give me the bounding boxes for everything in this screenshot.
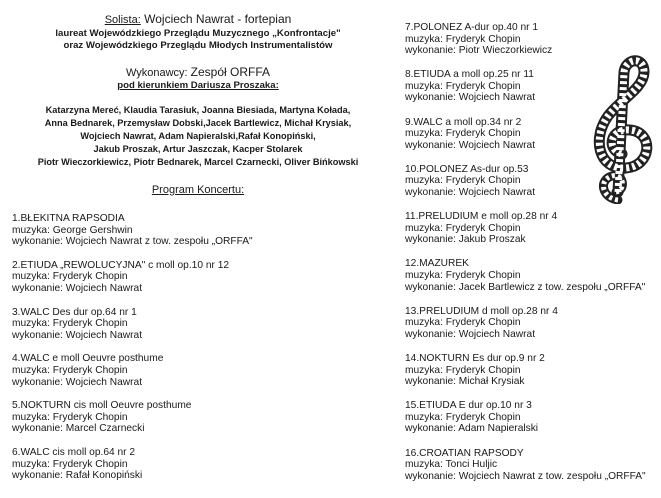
item-title: 9.WALC a moll op.34 nr 2	[405, 116, 522, 128]
program-item	[405, 211, 655, 246]
item-composer: muzyka: Tonci Huljic	[405, 459, 498, 471]
program-title: Program Koncertu:	[151, 184, 245, 196]
item-title: 14.NOKTURN Es dur op.9 nr 2	[405, 352, 545, 364]
left-column	[12, 12, 384, 494]
item-performer: wykonanie: Wojciech Nawrat	[405, 187, 536, 199]
item-composer: muzyka: Fryderyk Chopin	[405, 175, 521, 187]
laureat-line-1: laureat Wojewódzkiego Przeglądu Muzycznego „Konfrontacje"	[55, 28, 341, 39]
item-title: 5.NOKTURN cis moll Oeuvre posthume	[12, 400, 192, 412]
item-title: 11.PRELUDIUM e moll op.28 nr 4	[405, 211, 558, 223]
members-line: Piotr Wieczorkiewicz, Piotr Bednarek, Marcel Czarnecki, Oliver Bińkowski	[37, 157, 359, 167]
item-composer: muzyka: Fryderyk Chopin	[405, 33, 521, 45]
program-item	[12, 213, 384, 248]
item-performer: wykonanie: Wojciech Nawrat	[12, 329, 143, 341]
members-line: Katarzyna Mereć, Klaudia Tarasiuk, Joanna Biesiada, Martyna Kołada,	[45, 105, 351, 115]
item-performer: wykonanie: Adam Napieralski	[405, 423, 539, 435]
item-title: 13.PRELUDIUM d moll op.28 nr 4	[405, 305, 558, 317]
soloist-label: Solista:	[104, 14, 141, 26]
program-item	[12, 307, 384, 342]
item-performer: wykonanie: Rafał Konopiński	[12, 470, 143, 482]
program-item	[405, 258, 655, 293]
program-item	[405, 353, 655, 388]
item-title: 7.POLONEZ A-dur op.40 nr 1	[405, 22, 539, 33]
item-title: 3.WALC Des dur op.64 nr 1	[12, 306, 137, 318]
program-item	[405, 400, 655, 435]
performers-line	[12, 65, 384, 80]
item-performer: wykonanie: Wojciech Nawrat z tow. zespołu „ORFFA"	[12, 236, 253, 248]
item-composer: muzyka: Fryderyk Chopin	[12, 364, 128, 376]
item-performer: wykonanie: Wojciech Nawrat z tow. zespołu „ORFFA"	[405, 470, 646, 482]
item-composer: muzyka: Fryderyk Chopin	[12, 411, 128, 423]
item-performer: wykonanie: Wojciech Nawrat	[12, 282, 143, 294]
item-composer: muzyka: Fryderyk Chopin	[12, 318, 128, 330]
item-composer: muzyka: Fryderyk Chopin	[405, 364, 521, 376]
soloist-name: Wojciech Nawrat - fortepian	[144, 12, 292, 26]
item-title: 16.CROATIAN RAPSODY	[405, 447, 524, 459]
item-performer: wykonanie: Piotr Wieczorkiewicz	[405, 45, 553, 57]
conductor-line: pod kierunkiem Dariusza Proszaka:	[117, 80, 279, 91]
program-item	[12, 353, 384, 388]
soloist-line	[12, 12, 384, 28]
item-title: 12.MAZUREK	[405, 258, 469, 270]
item-title: 6.WALC cis moll op.64 nr 2	[12, 446, 136, 458]
performers-label: Wykonawcy:	[125, 67, 188, 79]
program-item	[405, 448, 655, 483]
item-composer: muzyka: Fryderyk Chopin	[405, 80, 521, 92]
members-line: Anna Bednarek, Przemysław Dobski,Jacek Bartlewicz, Michał Krysiak,	[44, 118, 352, 128]
item-performer: wykonanie: Marcel Czarnecki	[12, 423, 145, 435]
item-title: 2.ETIUDA „REWOLUCYJNA" c moll op.10 nr 12	[12, 259, 230, 271]
item-performer: wykonanie: Wojciech Nawrat	[12, 376, 143, 388]
program-item	[12, 447, 384, 482]
item-title: 1.BŁEKITNA RAPSODIA	[12, 213, 125, 224]
members-list	[12, 104, 384, 169]
item-composer: muzyka: Fryderyk Chopin	[12, 271, 128, 283]
item-performer: wykonanie: Jacek Bartlewicz z tow. zespołu „ORFFA"	[405, 281, 646, 293]
members-line: Wojciech Nawrat, Adam Napieralski,Rafał Konopiński,	[80, 131, 316, 141]
item-title: 15.ETIUDA E dur op.10 nr 3	[405, 400, 532, 412]
item-performer: wykonanie: Michał Krysiak	[405, 376, 525, 388]
program-item	[12, 400, 384, 435]
laureat-line-2: oraz Wojewódzkiego Przeglądu Młodych Instrumentalistów	[63, 40, 333, 51]
item-performer: wykonanie: Wojciech Nawrat	[405, 92, 536, 104]
item-composer: muzyka: George Gershwin	[12, 224, 133, 236]
performers-name: Zespół ORFFA	[190, 65, 271, 79]
item-title: 4.WALC e moll Oeuvre posthume	[12, 353, 164, 365]
item-composer: muzyka: Fryderyk Chopin	[405, 128, 521, 140]
program-item	[405, 306, 655, 341]
item-composer: muzyka: Fryderyk Chopin	[12, 458, 128, 470]
program-list-left	[12, 213, 384, 482]
item-performer: wykonanie: Jakub Proszak	[405, 234, 526, 246]
item-composer: muzyka: Fryderyk Chopin	[405, 317, 521, 329]
program-item	[12, 260, 384, 295]
item-composer: muzyka: Fryderyk Chopin	[405, 411, 521, 423]
members-line: Jakub Proszak, Artur Jaszczak, Kacper Stolarek	[93, 144, 303, 154]
item-composer: muzyka: Fryderyk Chopin	[405, 222, 521, 234]
treble-clef-piano-keys-icon	[578, 52, 660, 204]
item-composer: muzyka: Fryderyk Chopin	[405, 270, 521, 281]
item-title: 8.ETIUDA a moll op.25 nr 11	[405, 69, 534, 81]
item-performer: wykonanie: Wojciech Nawrat	[405, 328, 536, 340]
item-performer: wykonanie: Wojciech Nawrat	[405, 139, 536, 151]
item-title: 10.POLONEZ As-dur op.53	[405, 163, 529, 175]
